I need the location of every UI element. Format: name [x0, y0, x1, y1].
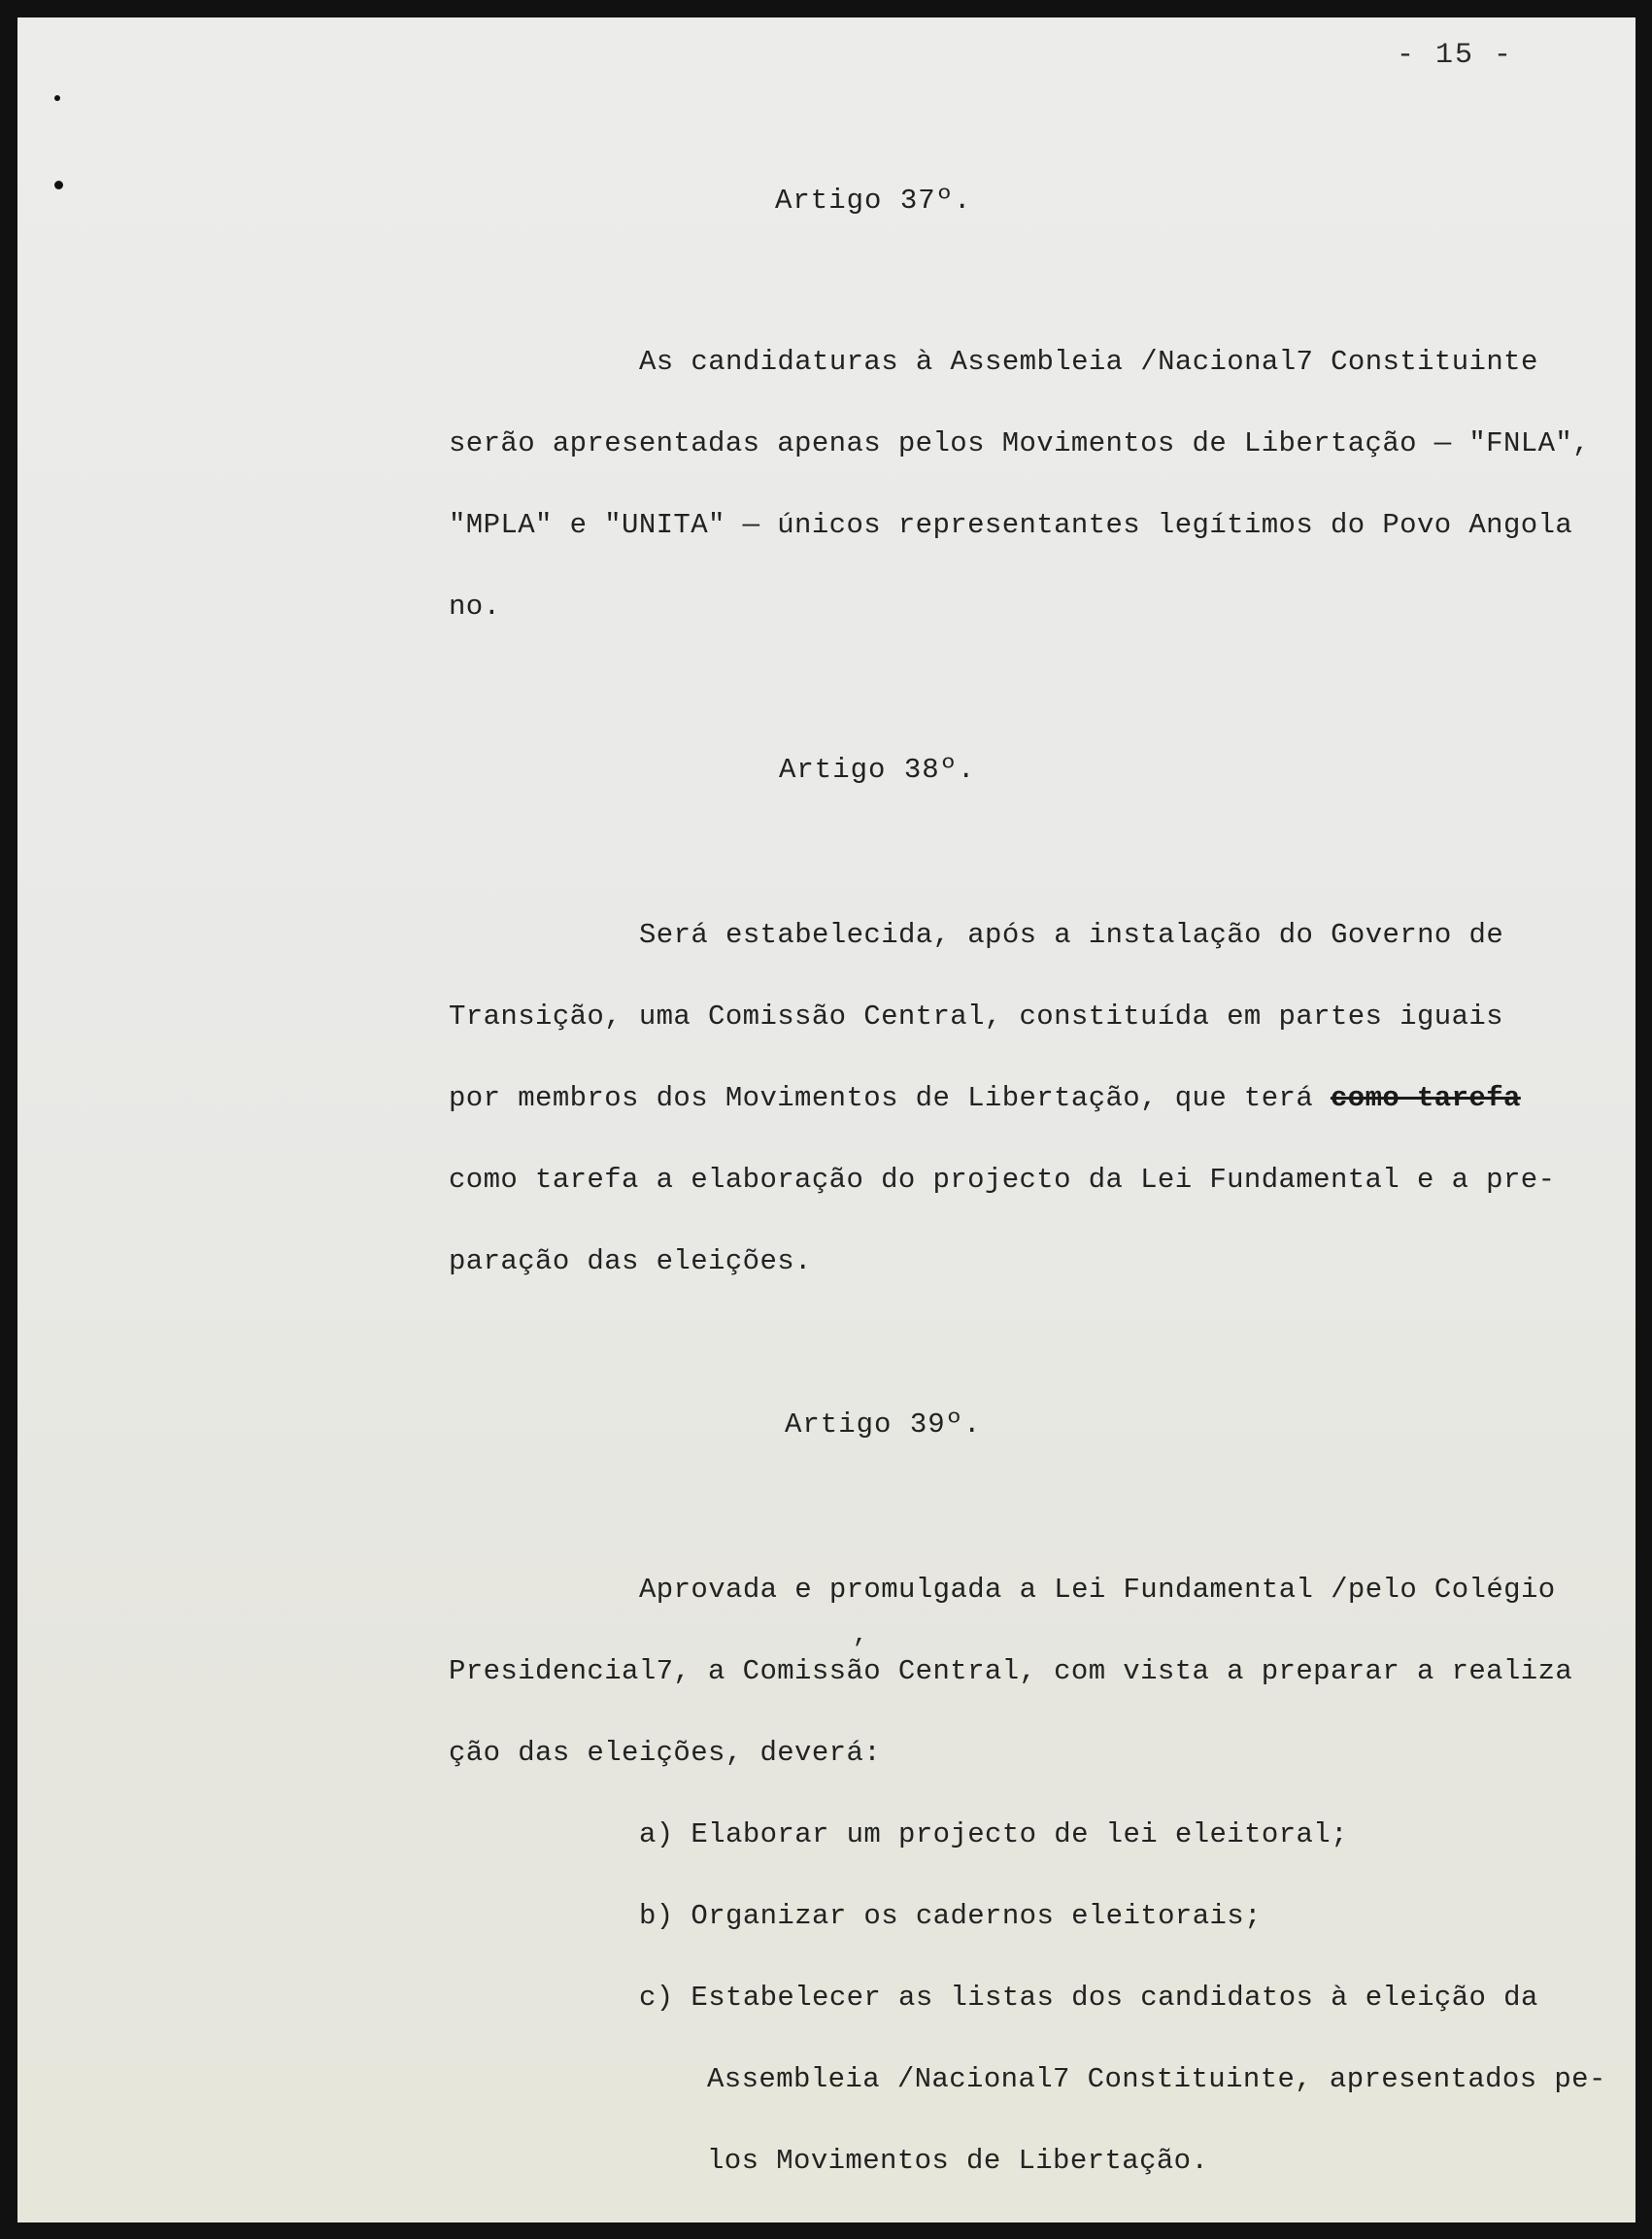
- article-39-heading: Artigo 39º.: [785, 1408, 982, 1441]
- article-38-line: paração das eleições.: [449, 1245, 812, 1277]
- struck-text: como tarefa: [1330, 1082, 1521, 1114]
- article-37-line: As candidaturas à Assembleia /Nacional7 Constituinte: [639, 346, 1538, 378]
- article-38-line-text: por membros dos Movimentos de Libertação, que terá: [449, 1082, 1314, 1114]
- article-39-item-c-cont: los Movimentos de Libertação.: [707, 2145, 1209, 2177]
- article-38-heading: Artigo 38º.: [779, 754, 976, 786]
- article-37-line: no.: [449, 591, 501, 623]
- document-page: [17, 17, 1635, 2222]
- article-37-line: serão apresentadas apenas pelos Movimentos de Libertação — "FNLA",: [449, 427, 1590, 459]
- punch-mark: [54, 181, 63, 189]
- article-39-line: Aprovada e promulgada a Lei Fundamental /pelo Colégio: [639, 1574, 1556, 1606]
- article-39-line: Presidencial7, a Comissão Central, com vista a preparar a realiza: [449, 1655, 1573, 1687]
- article-38-line: como tarefa a elaboração do projecto da Lei Fundamental e a pre-: [449, 1164, 1556, 1196]
- article-39-item-c-cont: Assembleia /Nacional7 Constituinte, apresentados pe-: [707, 2063, 1606, 2095]
- punch-mark: [54, 95, 60, 101]
- page-number: - 15 -: [1397, 39, 1514, 72]
- article-38-line: Será estabelecida, após a instalação do Governo de: [639, 919, 1504, 951]
- article-37-line: "MPLA" e "UNITA" — únicos representantes legítimos do Povo Angola: [449, 509, 1573, 541]
- article-38-line: Transição, uma Comissão Central, constituída em partes iguais: [449, 1001, 1503, 1033]
- handwritten-mark: ,: [853, 1620, 868, 1649]
- article-39-item-c: c) Estabelecer as listas dos candidatos à eleição da: [639, 1982, 1538, 2014]
- article-39-item-a: a) Elaborar um projecto de lei eleitoral;: [639, 1818, 1348, 1850]
- article-37-heading: Artigo 37º.: [775, 185, 972, 217]
- article-38-line: [449, 1082, 1521, 1114]
- article-39-item-b: b) Organizar os cadernos eleitorais;: [639, 1900, 1262, 1932]
- article-39-line: ção das eleições, deverá:: [449, 1737, 882, 1769]
